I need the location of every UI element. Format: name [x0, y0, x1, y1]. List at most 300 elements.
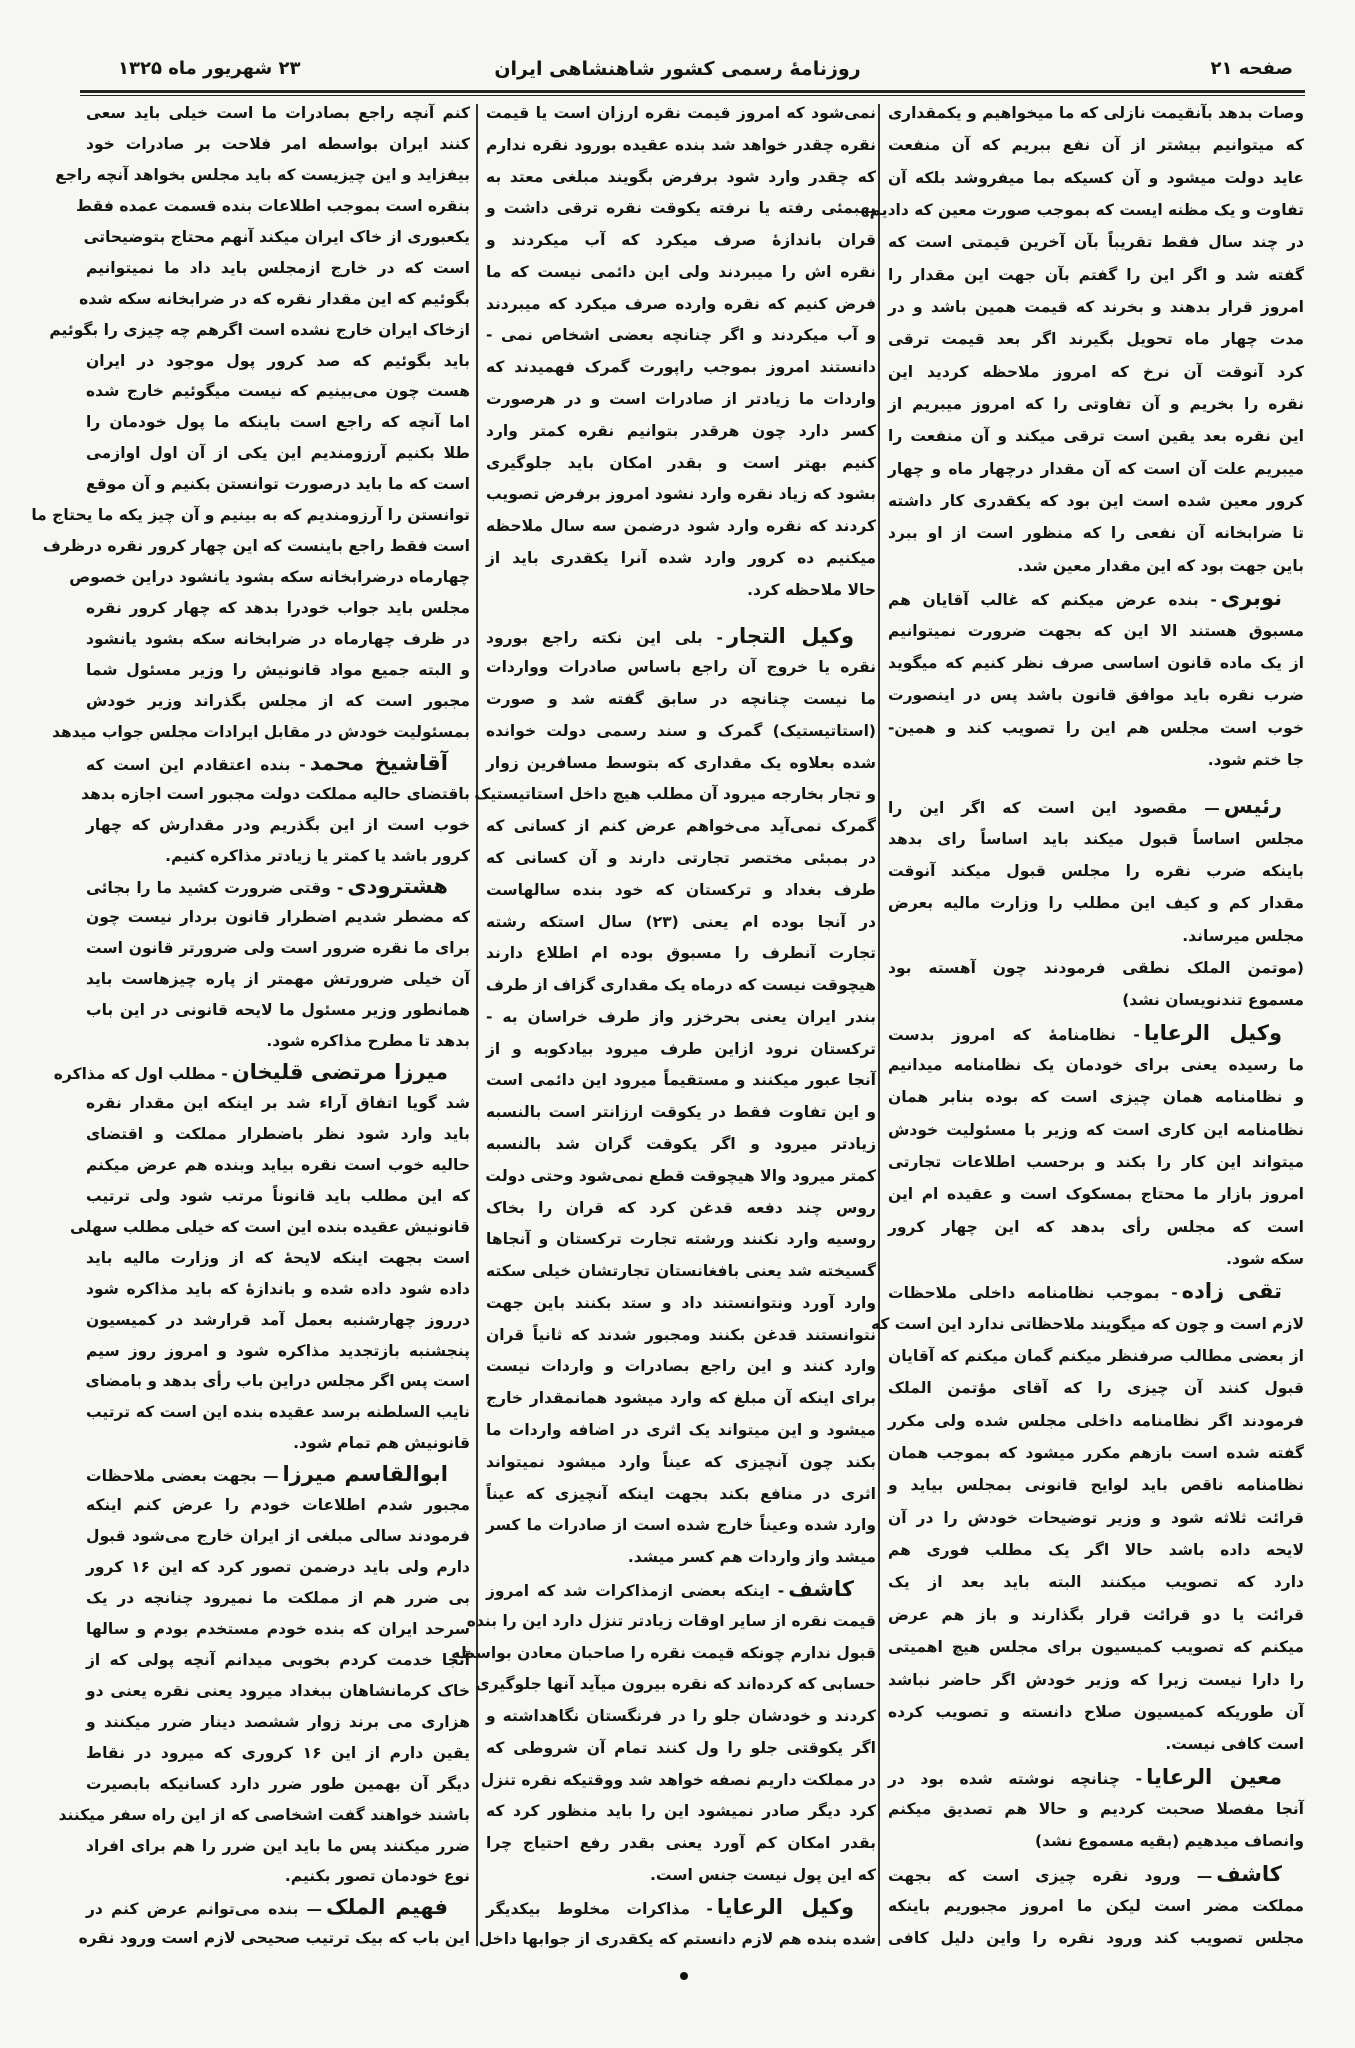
text-line — [486, 909, 876, 935]
line-text: کردند و خودشان جلو را در فرنگستان نگاهداشته و — [486, 1707, 876, 1726]
text-line — [888, 391, 1304, 417]
line-text: قبول ندارم چونکه قیمت نقره را صاحبان معادن بواسطه — [451, 1643, 876, 1662]
line-text: داده شود داده شده و باندازهٔ که باید مذاکره شود — [86, 1279, 470, 1298]
newspaper-title: روزنامهٔ رسمی کشور شاهنشاهی ایران — [494, 58, 861, 80]
text-line — [86, 409, 470, 435]
line-text: حالا ملاحظه کرد. — [747, 580, 876, 599]
line-text: مجلس میرساند. — [1182, 926, 1304, 945]
line-text: قران باندازهٔ صرف میکرد که آب میکردند و — [486, 231, 876, 250]
text-line — [888, 1893, 1304, 1919]
text-line — [486, 450, 876, 476]
line-text: گمرک نمی‌آید می‌خواهم عرض کنم از کسانی که — [486, 817, 876, 836]
line-text: خوب است مجلس هم این را تصویب کند و همین- — [888, 718, 1304, 737]
text-line — [486, 386, 876, 412]
line-text: - مطلب اول که مذاکره — [53, 1065, 228, 1084]
line-text: اما آنچه که راجع است باینکه ما پول خودمان را — [86, 413, 470, 432]
text-line — [888, 747, 1304, 773]
line-text: بکند چون آنچیزی که عیناً وارد میشود نمیتواند — [486, 1452, 876, 1471]
text-line — [888, 1020, 1304, 1046]
line-text: در مملکت داریم نصفه خواهد شد ووقتیکه نقره تنزل — [480, 1770, 876, 1789]
line-text: مسموع تندنویسان نشد) — [1122, 991, 1304, 1010]
text-line — [86, 904, 470, 930]
line-text: مملکت مضر است لیکن ما امروز مجبوریم باینکه — [888, 1896, 1304, 1915]
text-line — [86, 873, 470, 899]
text-line — [486, 322, 876, 348]
speaker-name: وکیل الرعایا — [716, 1894, 855, 1919]
line-text: بمسئولیت خودش در مقابل ایرادات مجلس جواب میدهد — [52, 722, 470, 741]
text-line — [78, 1925, 470, 1951]
text-line — [888, 1602, 1304, 1628]
line-text: است که در خارج ازمجلس باید داد ما نمیتوانیم — [86, 258, 470, 277]
speaker-name: کاشف — [788, 1576, 854, 1601]
line-text: و تجار بخارجه میرود آن مطلب هیچ داخل استاتیستیک — [474, 785, 876, 804]
line-text: نقره چقدر خواهد شد بنده عقیده بورود نقره ندارم — [486, 135, 876, 154]
issue-date: ۲۳ شهریور ماه ۱۳۲۵ — [118, 58, 301, 79]
text-line — [86, 935, 470, 961]
line-text: اگر یکوقتی جلو را ول کنند تمام آن شروطی که — [486, 1738, 876, 1757]
column-divider — [476, 104, 478, 1946]
line-text: عاید دولت میشود و آن کسیکه بما میفروشد بلکه آن — [888, 168, 1304, 187]
line-text: مجبور شدم اطلاعات خودم را عرض کنم اینکه — [86, 1496, 470, 1515]
text-line — [480, 1767, 876, 1793]
line-text: برای اینکه آن مبلغ که وارد میشود همانمقدار خارج — [486, 1389, 876, 1408]
line-text: برای ما نقره ضرور است ولی ضرورتر قانون است — [86, 939, 470, 958]
line-text: شده بنده هم لازم دانستم که یکقدری از جوابها داخل — [478, 1929, 876, 1948]
line-text: - بموجب نظامنامه داخلی ملاحظات — [888, 1284, 1178, 1303]
line-text: باید وارد شود نظر باضطرار مملکت و اقتضای — [86, 1124, 470, 1143]
line-text: دیگر آن بهمین طور ضرر دارد کسانیکه بابصیرت — [86, 1774, 470, 1793]
line-text: بقدر امکان کم آورد یعنی بقدر رفع احتیاج چرا — [486, 1834, 876, 1853]
line-text: نایب السلطنه برسد عقیده بنده این است که ترتیب — [86, 1403, 470, 1422]
text-line — [888, 1537, 1304, 1563]
line-text: فرض کنیم که نقره وارده صرف میکرد که میبردند — [486, 294, 876, 313]
speaker-name: تقی زاده — [1181, 1279, 1282, 1304]
text-line — [888, 1149, 1304, 1175]
text-line — [86, 1740, 470, 1766]
line-text: — بجهت بعضی ملاحظات — [86, 1467, 279, 1486]
text-line — [76, 193, 470, 219]
line-text: مجلس باید جواب خودرا بدهد که چهار کرور نقره — [86, 599, 470, 617]
text-line — [53, 1059, 470, 1085]
text-line — [86, 348, 470, 374]
line-text: بهبمئی رفته یا نرفته یکوقت نقره ترقی داشت و — [486, 199, 876, 218]
speaker-name: معین الرعایا — [1146, 1764, 1282, 1789]
line-text: ما نیست چنانچه در سابق گفته شد و صورت — [486, 690, 876, 709]
line-text: طرف بغداد و ترکستان که خود بنده سالهاست — [486, 880, 876, 899]
line-text: باید بگوئیم که صد کرور پول موجود در ایران — [86, 351, 470, 370]
text-line — [451, 1640, 876, 1666]
text-line — [888, 826, 1304, 852]
line-text: نوع خودمان تصور بکنیم. — [284, 1867, 470, 1886]
line-text: آنجا عبور میکنند و مستقیماً میرود این دائمی است — [486, 1071, 876, 1090]
text-line — [486, 1576, 876, 1602]
line-text: پنجشنبه بازتجدید مذاکره شود و امروز روز سیم — [86, 1341, 470, 1360]
speaker-name: هشترودی — [347, 874, 448, 899]
text-line — [69, 564, 470, 590]
line-text: طلا بکنیم آرزومندیم این یکی از آن اول اوازمی — [86, 444, 470, 463]
column-divider — [878, 104, 880, 1946]
line-text: کرد آنوقت آن نرخ که امروز ملاحظه کردید این — [888, 362, 1304, 381]
line-text: - مذاکرات مخلوط بیکدیگر — [486, 1899, 713, 1918]
text-line — [888, 100, 1304, 126]
line-text: بیفزاید و این چیزیست که باید مجلس بخواهد آنچه راجع — [55, 165, 470, 184]
text-line — [888, 1440, 1304, 1466]
text-line — [888, 682, 1304, 708]
line-text: هزاری می برند زوار ششصد دینار ضرر میکنند و — [86, 1712, 470, 1731]
text-line — [86, 1399, 470, 1425]
line-text: مجلس تصویب کند ورود نقره را واین دلیل کافی — [888, 1929, 1304, 1948]
text-line — [888, 1828, 1304, 1854]
text-line — [86, 688, 470, 714]
text-line — [86, 1678, 470, 1704]
speaker-name: فهیم الملک — [326, 1895, 448, 1920]
speaker-name: وکیل الرعایا — [1143, 1020, 1283, 1045]
line-text: گسیخته شد یعنی بافغانستان تجارتشان خیلی سکته — [486, 1262, 876, 1281]
line-text: مجبور است که از مجلس بگذراند وزیر خودش — [86, 691, 470, 710]
text-line — [888, 858, 1304, 884]
line-text: کردند که نقره وارد شود درضمن سه سال ملاحظه — [486, 517, 876, 536]
text-line — [888, 650, 1304, 676]
line-text: امروز بازار ما محتاج بمسکوک است و عقیده ام این — [888, 1185, 1304, 1204]
text-line — [888, 423, 1304, 449]
header-rule — [80, 90, 1305, 93]
text-line — [486, 877, 876, 903]
line-text: بشود که زیاد نقره وارد نشود امروز برفرض تصویب — [486, 485, 876, 504]
text-line — [486, 1163, 876, 1189]
text-line — [486, 481, 876, 507]
text-line — [466, 1608, 876, 1634]
line-text: لایحه داده باشد حالا اگر یک مطلب فوری هم — [888, 1541, 1304, 1560]
line-text: - بلی این نکته راجع بورود — [486, 628, 723, 647]
line-text: در بمبئی مختصر تجارتی دارند و آن کسانی که — [486, 848, 876, 867]
line-text: مقدار کم و کیف این مطلب را وزارت مالیه بعرض — [888, 894, 1304, 913]
text-line — [888, 1764, 1304, 1790]
text-line — [86, 440, 470, 466]
line-text: (موتمن الملک نطقی فرمودند چون آهسته بود — [888, 958, 1304, 977]
line-text: قرائت ثلاثه شود و وزیر توضیحات خودش را در آن — [888, 1508, 1304, 1527]
text-line — [81, 781, 470, 807]
text-line — [486, 132, 876, 158]
text-line — [888, 1699, 1304, 1725]
text-line — [86, 1121, 470, 1147]
text-line — [888, 987, 1304, 1013]
line-text: گفته شده است بازهم مکرر میشود که بموجب همان — [888, 1444, 1304, 1463]
line-text: وارد آورد ونتوانستند داد و ستد بکنند باین جهت — [486, 1293, 876, 1312]
line-text: این باب که بیک ترتیب صحیحی لازم است ورود نقره — [78, 1929, 470, 1948]
text-line — [86, 100, 470, 126]
text-line — [888, 326, 1304, 352]
text-line — [888, 1634, 1304, 1660]
line-text: بی ضرر هم از مملکت ما نمیرود چنانچه در یک — [86, 1589, 470, 1607]
text-line — [86, 1709, 470, 1735]
line-text: هست چون می‌بینیم که نیست میگوئیم خارج شده — [86, 382, 470, 401]
text-line — [86, 966, 470, 992]
text-line — [888, 1375, 1304, 1401]
line-text: که چقدر وارد شود برفرض بگویند مبلغی معتد به — [486, 167, 876, 186]
line-text: روس چند دفعه قدغن کرد که قران را بخاک — [486, 1198, 876, 1217]
text-line — [486, 1290, 876, 1316]
text-line — [888, 1861, 1304, 1887]
line-text: گفته شد و اگر این را گفتم بآن جهت این مقدار را — [888, 265, 1304, 284]
text-line — [55, 162, 470, 188]
line-text: سرحد ایران که بنده خودم مستخدم بودم و سالها — [86, 1619, 470, 1638]
text-line — [486, 1258, 876, 1284]
text-line — [69, 1214, 470, 1240]
line-text: جا ختم شود. — [1207, 750, 1304, 769]
line-text: حالیه خوب است نقره بیاید وبنده هم عرض میکنم — [86, 1155, 470, 1174]
text-line — [486, 1195, 876, 1221]
text-line — [486, 577, 876, 603]
line-text: نظامنامه ناقص باید لوایح قانونی بمجلس بیاید و — [888, 1476, 1304, 1495]
line-text: دانستند امروز بموجب راپورت گمرک فهمیدند که — [486, 358, 876, 377]
text-line — [86, 1585, 470, 1611]
text-line — [888, 1505, 1304, 1531]
line-text: تفاوت و یک مظنه ایست که بموجب صورت معین که دادیم — [869, 201, 1304, 220]
text-line — [475, 1671, 876, 1697]
line-text: نقره اش را میبردند ولی این دائمی نیست که ما — [486, 262, 876, 281]
line-text: وصات بدهد بآنقیمت نازلی که ما میخواهیم و یکمقداری — [887, 104, 1304, 122]
text-line — [86, 1276, 470, 1302]
line-text: کنیم بهتر است و بقدر امکان باید جلوگیری — [486, 453, 876, 472]
line-text: است بجهت اینکه لایحهٔ که از وزارت مالیه باید — [86, 1248, 470, 1267]
line-text: باینکه ضرب نقره را مجلس قبول میکند آنوقت — [888, 861, 1304, 880]
text-line — [486, 164, 876, 190]
line-text: ازخاک ایران خارج نشده است اگرهم چه چیزی را بگوئیم — [49, 320, 470, 339]
text-line — [86, 595, 470, 621]
line-text: - اینکه بعضی ازمذاکرات شد که امروز — [486, 1581, 785, 1600]
text-line — [888, 1246, 1304, 1272]
line-text: میشود و این میتواند یک اثری در اضافه واردات ما — [486, 1421, 876, 1440]
text-line — [83, 224, 470, 250]
line-text: ما رسیده یعنی برای خودمان یک نظامنامه میدانیم — [888, 1055, 1304, 1074]
line-text: وانصاف میدهیم (بقیه مسموع نشد) — [1034, 1832, 1304, 1851]
text-line — [86, 1554, 470, 1580]
line-text: که مضطر شدیم اضطرار قانون بردار نیست چون — [86, 908, 470, 927]
text-line — [86, 1430, 470, 1456]
text-line — [870, 1311, 1304, 1337]
text-line — [86, 1090, 470, 1116]
speaker-name: ابوالقاسم میرزا — [282, 1462, 448, 1487]
text-line — [486, 1036, 876, 1062]
text-line — [888, 1214, 1304, 1240]
text-line — [888, 132, 1304, 158]
text-line — [486, 1385, 876, 1411]
text-line — [888, 359, 1304, 385]
line-text: این نقره بعد یقین است ترقی میکند و آن منفعت را — [888, 427, 1304, 446]
text-line — [888, 1925, 1304, 1951]
column-middle — [451, 100, 876, 1952]
line-text: کسر دارد چون هرقدر بتوانیم نقره کمتر وارد — [486, 421, 876, 440]
line-text: مسبوق هستند الا این که بجهت ضرورت نمیتوانیم — [888, 621, 1304, 640]
text-line — [86, 1863, 470, 1889]
text-line — [888, 294, 1304, 320]
line-text: کنند ایران بواسطه امر فلاحت بر صادرات خود — [86, 134, 470, 153]
text-line — [486, 1735, 876, 1761]
text-line — [486, 1798, 876, 1824]
line-text: کرد دیگر صادر نمیشود این را باید منظور کرد که — [486, 1802, 876, 1821]
text-line — [486, 1703, 876, 1729]
text-line — [486, 623, 876, 649]
text-line — [486, 1481, 876, 1507]
text-line — [486, 291, 876, 317]
line-text: - وقتی ضرورت کشید ما را بجائی — [86, 879, 344, 898]
line-text: دارد که تصویب میکنند البته باید بعد از یک — [888, 1573, 1304, 1592]
text-line — [86, 1523, 470, 1549]
text-line — [486, 1067, 876, 1093]
text-line — [486, 1449, 876, 1475]
text-line — [86, 1616, 470, 1642]
text-line — [888, 1472, 1304, 1498]
text-line — [486, 1353, 876, 1379]
line-text: خاک کرمانشاهان ببغداد میرود یعنی نقره یعنی دو — [86, 1681, 470, 1700]
line-text: میکنم که تصویب کمیسیون برای مجلس هیچ اهمیتی — [888, 1638, 1304, 1657]
text-line — [86, 1368, 470, 1394]
text-line — [486, 972, 876, 998]
line-text: که این مطلب باید قانوناً مرتب شود ولی ترتیب — [86, 1186, 470, 1205]
text-line — [888, 553, 1304, 579]
text-line — [86, 255, 470, 281]
page-end-dot — [680, 1972, 688, 1980]
text-line — [486, 1512, 876, 1538]
text-line — [888, 1181, 1304, 1207]
text-line — [486, 654, 876, 680]
line-text: است فقط راجع باینست که این چهار کرور نقره درظرف — [42, 537, 470, 556]
line-text: قانونیش عقیده بنده این است که خیلی مطلب سهلی — [69, 1217, 470, 1236]
text-line — [86, 1771, 470, 1797]
line-text: کرور معین شده است این بود که یکقدری کار داشته — [888, 492, 1304, 511]
text-line — [888, 923, 1304, 949]
line-text: نظامنامه این کاری است که وزیر با مسئولیت خودش — [888, 1120, 1304, 1139]
text-line — [486, 1099, 876, 1125]
text-line — [478, 1926, 876, 1952]
line-text: دارم ولی باید درضمن تصور کرد که این ۱۶ کرور — [86, 1558, 470, 1577]
text-line — [486, 845, 876, 871]
line-text: خوب است از این بگذریم ودر مقدارش که چهار — [86, 815, 470, 834]
line-text: آن طوریکه کمیسیون صلاح دانسته و تصویب کرده — [888, 1702, 1304, 1721]
line-text: قرائت یا دو قرائت قرار بگذارند و باز هم عرض — [888, 1605, 1304, 1624]
line-text: — ورود نقره چیزی است که بجهت — [888, 1866, 1213, 1885]
line-text: قبول کنند آن چیزی را که آقای مؤتمن الملک — [888, 1379, 1304, 1398]
text-line — [86, 1338, 470, 1364]
speaker-name: میرزا مرتضی قلیخان — [231, 1060, 448, 1085]
line-text: امروز قرار بدهند و بخرند که قیمت همین باشد و در — [888, 298, 1304, 317]
line-text: اثری در منافع بکند بجهت اینکه آنچیزی که عیناً — [486, 1484, 876, 1503]
line-text: قانونیش هم تمام شود. — [293, 1434, 470, 1453]
line-text: ضرر میکنند پس ما باید این ضرر را هم برای افراد — [86, 1836, 470, 1855]
text-line — [486, 354, 876, 380]
text-line — [486, 1226, 876, 1252]
text-line — [486, 195, 876, 221]
line-text: روسیه وارد نکنند ورشته تجارت ترکستان و آنجاها — [486, 1230, 876, 1249]
text-line — [869, 197, 1304, 223]
line-text: هیچوقت نیست که درماه یک مقداری گزاف از طرف — [485, 976, 876, 995]
line-text: بنقره است بموجب اطلاعات بنده قسمت عمده فقط — [76, 196, 470, 215]
text-line — [58, 1802, 470, 1828]
text-line — [474, 781, 876, 807]
line-text: و نظامنامه همان چیزی است که بوده بنابر همان — [888, 1088, 1304, 1107]
line-text: است که مجلس رأی بدهد که این چهار کرور — [888, 1217, 1304, 1236]
text-line — [486, 940, 876, 966]
line-text: نقره یا خروج آن راجع باساس صادرات وواردات — [486, 658, 876, 677]
text-line — [486, 1004, 876, 1030]
line-text: شده بعلاوه یک مقداری که بتوسط مسافرین زوار — [486, 753, 876, 772]
line-text: ضرب نقره باید موافق قانون باشد پس در اینصورت — [888, 686, 1304, 705]
text-line — [486, 545, 876, 571]
text-line — [86, 657, 470, 683]
text-line — [86, 1461, 470, 1487]
line-text: زیادتر میرود و اگر یکوقت گران شد بالنسبه — [486, 1135, 876, 1153]
line-text: از بعضی مطالب صرفنظر میکنم گمان میکنم که آقایان — [888, 1347, 1304, 1366]
column-left — [31, 100, 470, 1952]
line-text: بندر ایران یعنی بحرخزر واز طرف خراسان به - — [486, 1007, 876, 1026]
line-text: وارد شده وعیناً خارج شده است از صادرات ما کسر — [486, 1516, 876, 1535]
line-text: میکنیم ده کرور وارد شده آنرا یکقدری باید از — [486, 548, 876, 567]
line-text: — مقصود این است که اگر این را — [888, 799, 1220, 818]
line-text: سکه شود. — [1226, 1250, 1304, 1269]
speaker-name: آقاشیخ محمد — [309, 750, 448, 775]
line-text: - بنده اعتقادم این است که — [86, 755, 306, 774]
text-line — [486, 1830, 876, 1856]
text-line — [486, 718, 876, 744]
text-line — [888, 793, 1304, 819]
text-line — [888, 165, 1304, 191]
line-text: را دارا نیست زیرا که وزیر خودش اگر حاضر نباشد — [888, 1670, 1304, 1689]
line-text: باقتضای حالیه مملکت دولت مجبور است اجازه بدهد — [81, 784, 470, 803]
line-text: آنجا مفصلا صحبت کردیم و حالا هم تصدیق میکنم — [888, 1799, 1304, 1818]
text-line — [86, 1245, 470, 1271]
line-text: - نظامنامهٔ که امروز بدست — [888, 1025, 1140, 1044]
text-line — [86, 1647, 470, 1673]
line-text: نمی‌شود که امروز قیمت نقره ارزان است یا قیمت — [486, 104, 876, 122]
line-text: شد گویا اتفاق آراء شد بر اینکه این مقدار نقره — [86, 1094, 470, 1112]
page-number: صفحه ۲۱ — [1210, 58, 1293, 79]
line-text: میشد واز واردات هم کسر میشد. — [627, 1548, 876, 1567]
text-line — [888, 262, 1304, 288]
column-right — [869, 100, 1304, 1952]
text-line — [49, 317, 470, 343]
text-line — [86, 471, 470, 497]
line-text: باین جهت بود که این مقدار معین شد. — [1017, 556, 1304, 575]
line-text: تجارت آنطرف را مسبوق بوده ام اطلاع دارند — [486, 944, 876, 963]
line-text: در آنجا بوده ام یعنی (۲۳) سال استکه رشته — [486, 912, 876, 931]
text-line — [86, 843, 470, 869]
text-line — [888, 1052, 1304, 1078]
line-text: کرور باشد یا کمتر یا زیادتر مذاکره کنیم. — [165, 846, 470, 865]
text-line — [888, 715, 1304, 741]
text-line — [486, 418, 876, 444]
text-line — [52, 719, 470, 745]
header-rule-thin — [80, 95, 1305, 96]
text-line — [888, 1084, 1304, 1110]
text-line — [86, 750, 470, 776]
text-line — [888, 1569, 1304, 1595]
line-text: در چند سال فقط تقریباً بآن آخرین قیمتی است که — [888, 233, 1304, 252]
text-line — [486, 1131, 876, 1157]
line-text: — بنده می‌توانم عرض کنم در — [86, 1900, 323, 1919]
line-text: کنم آنچه راجع بصادرات ما است خیلی باید سعی — [86, 104, 470, 122]
line-text: فرمودند اگر نظامنامه داخلی مجلس شده ولی مکرر — [888, 1411, 1304, 1430]
line-text: - چنانچه نوشته شده بود در — [888, 1769, 1143, 1788]
text-line — [486, 227, 876, 253]
text-line — [888, 1343, 1304, 1369]
line-text: است کافی نیست. — [1165, 1735, 1304, 1754]
line-text: میبریم علت آن است که آن مقدار درچهار ماه و چهار — [888, 459, 1304, 478]
line-text: - بنده عرض میکنم که غالب آقایان هم — [888, 591, 1217, 610]
text-line — [86, 1183, 470, 1209]
line-text: مجلس اساساً قبول میکند باید اساساً رای بدهد — [888, 829, 1304, 848]
text-line — [31, 502, 470, 528]
text-line — [86, 1894, 470, 1920]
